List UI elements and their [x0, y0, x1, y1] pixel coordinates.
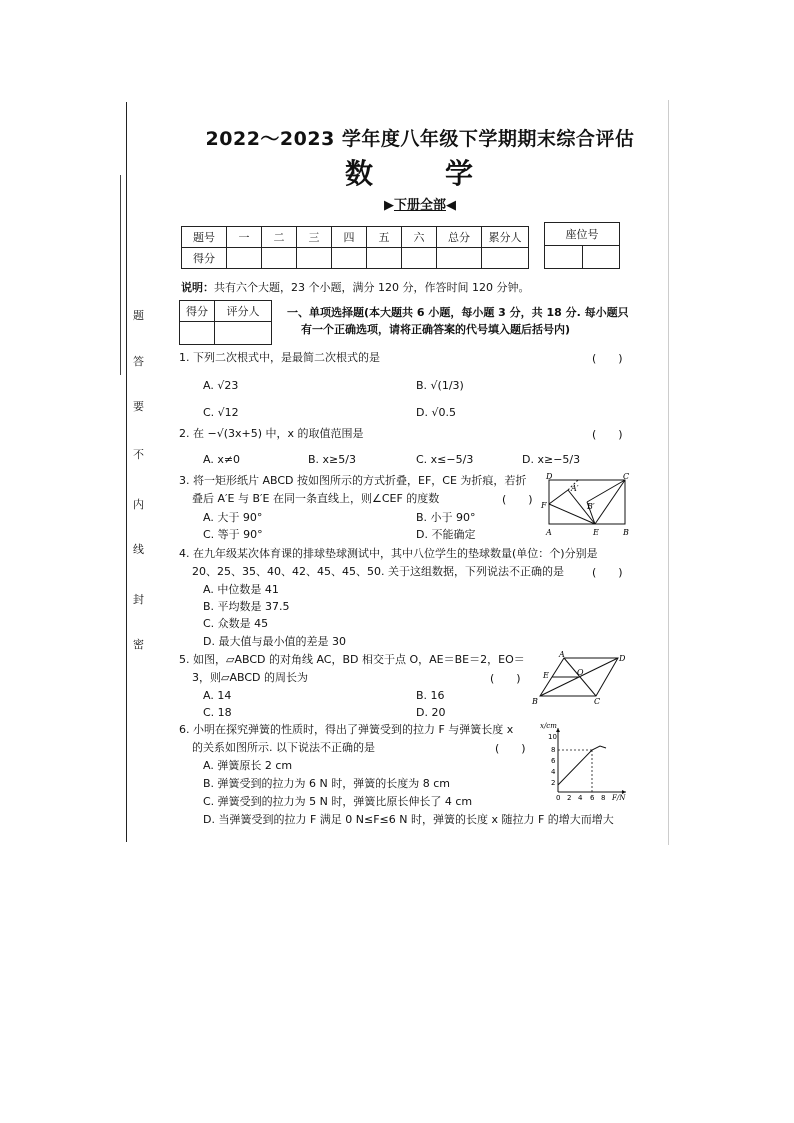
- score-table-header: 二: [262, 227, 297, 248]
- answer-paren[interactable]: ( ): [592, 428, 623, 441]
- option: D. 不能确定: [416, 528, 476, 541]
- option: B. x≥5/3: [308, 453, 356, 466]
- fig5-label: O: [577, 668, 584, 677]
- answer-paren[interactable]: ( ): [495, 742, 526, 755]
- scope-label: [175, 194, 665, 213]
- score-table-header: 题号: [182, 227, 227, 248]
- question-stem: 1. 下列二次根式中，是最简二次根式的是: [179, 351, 380, 364]
- score-cell[interactable]: [482, 248, 529, 269]
- score-cell[interactable]: [262, 248, 297, 269]
- seal-char: 要: [133, 400, 144, 413]
- option: B. √(1/3): [416, 379, 464, 392]
- fig5-label: A: [559, 650, 565, 659]
- seat-table: [544, 222, 620, 269]
- answer-paren[interactable]: ( ): [592, 352, 623, 365]
- seal-char: 答: [133, 355, 144, 368]
- score-row-label: 得分: [182, 248, 227, 269]
- score-cell[interactable]: [402, 248, 437, 269]
- option: C. x≤−5/3: [416, 453, 474, 466]
- fig6-x-tick: 4: [578, 794, 583, 802]
- scope-text: 下册全部: [393, 198, 446, 213]
- score-cell[interactable]: [367, 248, 402, 269]
- option: A. √23: [203, 379, 239, 392]
- option: D. 20: [416, 706, 446, 719]
- grader-score-cell[interactable]: [180, 322, 215, 345]
- exam-title: 2022～2023 学年度八年级下学期期末综合评估: [205, 128, 635, 150]
- fig3-label: B′: [587, 502, 595, 511]
- option: B. 16: [416, 689, 445, 702]
- fig3-label: E: [593, 528, 599, 537]
- answer-paren[interactable]: ( ): [502, 493, 533, 506]
- seal-char: 内: [133, 498, 144, 511]
- seal-char: 密: [133, 638, 144, 651]
- score-cell[interactable]: [227, 248, 262, 269]
- answer-paren[interactable]: ( ): [490, 672, 521, 685]
- fig6-x-tick: 0: [556, 794, 561, 802]
- option: A. 中位数是 41: [203, 583, 279, 596]
- score-table-header: 四: [332, 227, 367, 248]
- option: D. 最大值与最小值的差是 30: [203, 635, 346, 648]
- fig6-y-tick: 6: [551, 757, 556, 765]
- score-table-header: 五: [367, 227, 402, 248]
- fig6-x-label: F/N: [612, 794, 626, 802]
- option: A. 大于 90°: [203, 511, 263, 524]
- question-stem: 20、25、35、40、42、45、45、50. 关于这组数据，下列说法不正确的是: [192, 565, 564, 578]
- score-table-header: 总分: [437, 227, 482, 248]
- fig3-label: D: [546, 472, 553, 481]
- option: D. 当弹簧受到的拉力 F 满足 0 N≤F≤6 N 时，弹簧的长度 x 随拉力 F 的增大而增大: [203, 813, 614, 826]
- fig6-y-tick: 10: [548, 733, 557, 741]
- binding-mark: [120, 175, 121, 375]
- seal-char: 封: [133, 593, 144, 606]
- score-cell[interactable]: [437, 248, 482, 269]
- subject-title: 数 学: [344, 157, 495, 190]
- option: A. 弹簧原长 2 cm: [203, 759, 293, 772]
- fig6-x-tick: 2: [567, 794, 572, 802]
- seal-char: 不: [133, 448, 144, 461]
- parallelogram-figure: [530, 648, 630, 706]
- fig5-label: E: [543, 671, 549, 680]
- section-heading-line: 一、单项选择题(本大题共 6 小题，每小题 3 分，共 18 分. 每小题只: [287, 306, 629, 319]
- option: B. 弹簧受到的拉力为 6 N 时，弹簧的长度为 8 cm: [203, 777, 451, 790]
- score-table-header: 一: [227, 227, 262, 248]
- spring-graph-figure: [540, 720, 632, 804]
- seat-label: 座位号: [545, 223, 620, 246]
- instructions: [181, 279, 529, 295]
- seat-cell[interactable]: [582, 246, 620, 269]
- option: C. 等于 90°: [203, 528, 263, 541]
- fold-rectangle-figure: [540, 472, 632, 540]
- fig3-label: B: [623, 528, 629, 537]
- question-stem: 3，则▱ABCD 的周长为: [192, 671, 308, 684]
- fig5-label: D: [619, 654, 626, 663]
- question-stem: 5. 如图，▱ABCD 的对角线 AC，BD 相交于点 O，AE＝BE＝2，EO＝: [179, 653, 525, 666]
- seal-char: 线: [133, 543, 144, 556]
- option: C. √12: [203, 406, 239, 419]
- binding-line: [126, 102, 127, 842]
- seat-cell[interactable]: [545, 246, 583, 269]
- option: C. 众数是 45: [203, 617, 269, 630]
- option: B. 小于 90°: [416, 511, 476, 524]
- option: D. x≥−5/3: [522, 453, 581, 466]
- question-stem: 3. 将一矩形纸片 ABCD 按如图所示的方式折叠，EF，CE 为折痕，若折: [179, 474, 527, 487]
- fig6-y-tick: 2: [551, 779, 556, 787]
- option: A. 14: [203, 689, 232, 702]
- fig3-label: A: [546, 528, 552, 537]
- option: C. 18: [203, 706, 232, 719]
- arrow-left-icon: ◀: [446, 198, 456, 213]
- option: D. √0.5: [416, 406, 456, 419]
- question-stem: 6. 小明在探究弹簧的性质时，得出了弹簧受到的拉力 F 与弹簧长度 x: [179, 723, 514, 736]
- question-stem: 2. 在 −√(3x+5) 中，x 的取值范围是: [179, 427, 364, 440]
- question-stem: 叠后 A′E 与 B′E 在同一条直线上，则∠CEF 的度数: [192, 492, 440, 505]
- grader-score-label: 得分: [180, 301, 215, 322]
- section-heading-line: 有一个正确选项，请将正确答案的代号填入题后括号内): [301, 323, 571, 336]
- score-table: [181, 226, 529, 269]
- grader-box: [179, 300, 272, 345]
- page-edge: [668, 100, 669, 845]
- score-table-header: 累分人: [482, 227, 529, 248]
- fig6-y-tick: 8: [551, 746, 556, 754]
- option: C. 弹簧受到的拉力为 5 N 时，弹簧比原长伸长了 4 cm: [203, 795, 473, 808]
- score-table-header: 六: [402, 227, 437, 248]
- instructions-prefix: 说明：: [181, 281, 214, 294]
- instructions-text: 共有六个大题，23 个小题，满分 120 分，作答时间 120 分钟。: [214, 281, 530, 294]
- question-stem: 4. 在九年级某次体育课的排球垫球测试中，其中八位学生的垫球数量(单位：个)分别是: [179, 547, 598, 560]
- grader-name-cell[interactable]: [215, 322, 272, 345]
- fig5-label: C: [594, 697, 601, 706]
- fig5-label: B: [532, 697, 538, 706]
- fig6-x-tick: 8: [601, 794, 606, 802]
- score-table-header: 三: [297, 227, 332, 248]
- score-cell[interactable]: [332, 248, 367, 269]
- option: B. 平均数是 37.5: [203, 600, 290, 613]
- section-heading: [287, 304, 637, 338]
- option: A. x≠0: [203, 453, 241, 466]
- score-cell[interactable]: [297, 248, 332, 269]
- fig6-y-label: x/cm: [540, 722, 557, 730]
- fig3-label: F: [541, 501, 547, 510]
- fig6-y-tick: 4: [551, 768, 556, 776]
- fig3-label: A′: [571, 484, 579, 493]
- answer-paren[interactable]: ( ): [592, 566, 623, 579]
- fig6-x-tick: 6: [590, 794, 595, 802]
- seal-char: 题: [133, 309, 144, 322]
- fig3-label: C: [623, 472, 630, 481]
- grader-name-label: 评分人: [215, 301, 272, 322]
- arrow-right-icon: ▶: [383, 198, 394, 213]
- question-stem: 的关系如图所示. 以下说法不正确的是: [192, 741, 375, 754]
